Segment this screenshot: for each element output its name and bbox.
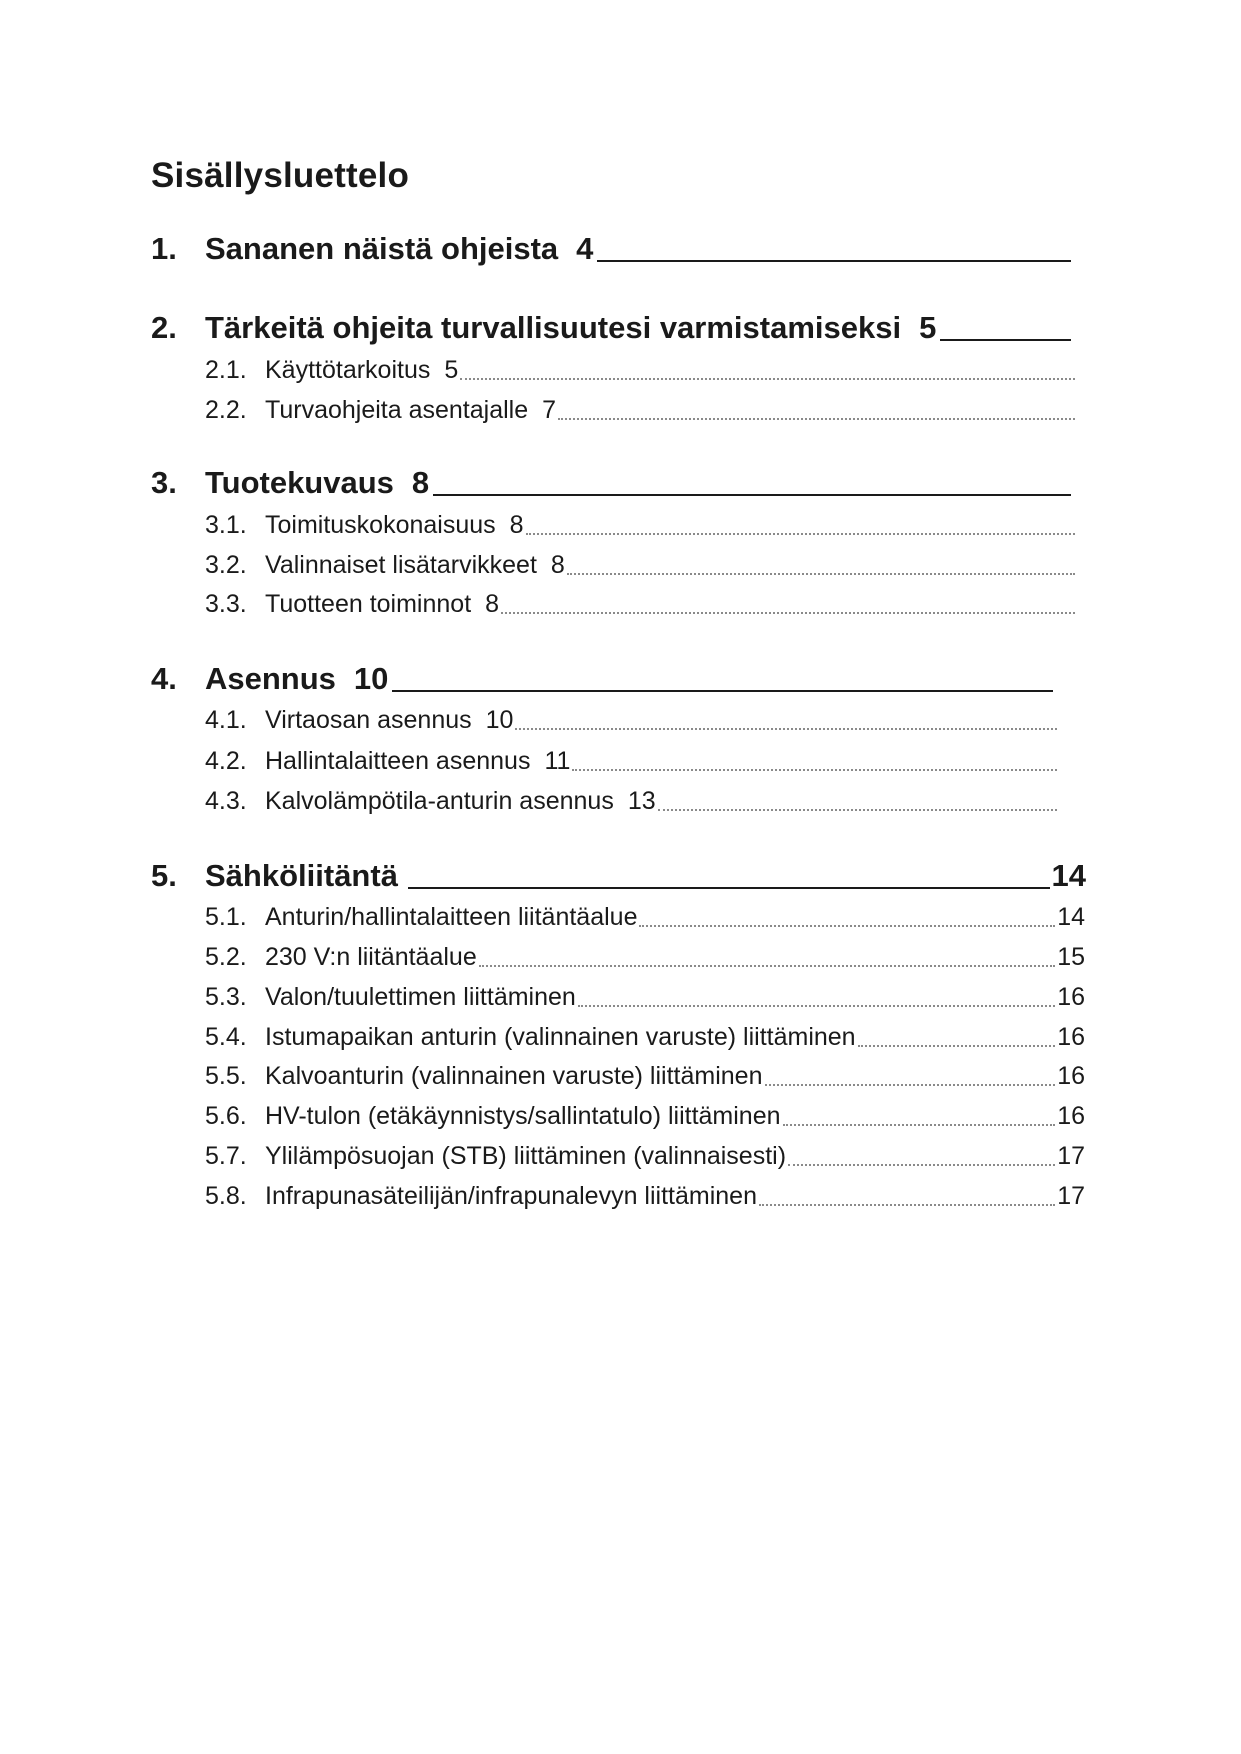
toc-subsection[interactable]	[205, 1064, 1085, 1089]
subsection-title: Ylilämpösuojan (STB) liittäminen (valinnaisesti)	[265, 1142, 787, 1170]
subsection-number: 5.3.	[205, 983, 247, 1011]
subsection-title: Hallintalaitteen asennus	[265, 747, 531, 775]
leader-line	[597, 259, 1071, 262]
subsection-number: 2.2.	[205, 396, 247, 424]
toc-subsection[interactable]	[205, 1184, 1085, 1209]
subsection-number: 4.3.	[205, 787, 247, 815]
section-page: 14	[1051, 858, 1086, 893]
toc-subsection[interactable]	[205, 708, 1057, 733]
subsection-page: 16	[1057, 1062, 1085, 1090]
leader-dots	[567, 572, 1075, 575]
leader-dots	[578, 1004, 1055, 1007]
leader-dots	[759, 1203, 1055, 1206]
subsection-number: 5.8.	[205, 1182, 247, 1210]
section-page: 10	[353, 661, 389, 696]
subsection-title: Valon/tuulettimen liittäminen	[265, 983, 576, 1011]
section-number: 5.	[151, 858, 177, 893]
toc-subsection[interactable]	[205, 945, 1085, 970]
leader-dots	[515, 727, 1057, 730]
subsection-page: 5	[444, 356, 459, 384]
leader-line	[940, 338, 1071, 341]
section-title: Sähköliitäntä	[205, 858, 398, 893]
subsection-page: 8	[509, 511, 524, 539]
leader-dots	[526, 532, 1075, 535]
toc-section[interactable]	[151, 860, 1086, 891]
subsection-title: Infrapunasäteilijän/infrapunalevyn liittäminen	[265, 1182, 757, 1210]
section-number: 4.	[151, 661, 177, 696]
leader-dots	[783, 1123, 1056, 1126]
toc-subsection[interactable]	[205, 513, 1075, 538]
toc-subsection[interactable]	[205, 592, 1075, 617]
subsection-page: 17	[1057, 1182, 1085, 1210]
leader-dots	[572, 768, 1057, 771]
subsection-page: 7	[542, 396, 557, 424]
subsection-page: 16	[1057, 1102, 1085, 1130]
subsection-page: 16	[1057, 1023, 1085, 1051]
subsection-page: 16	[1057, 983, 1085, 1011]
subsection-page: 8	[485, 590, 500, 618]
subsection-number: 4.1.	[205, 706, 247, 734]
subsection-title: Kalvoanturin (valinnainen varuste) liittäminen	[265, 1062, 763, 1090]
leader-line	[408, 886, 1050, 889]
section-number: 1.	[151, 231, 177, 266]
section-title: Sananen näistä ohjeista	[205, 231, 559, 266]
section-title: Tärkeitä ohjeita turvallisuutesi varmistamiseksi	[205, 310, 902, 345]
subsection-title: Toimituskokonaisuus	[265, 511, 496, 539]
toc-section[interactable]	[151, 312, 1071, 343]
leader-dots	[858, 1044, 1056, 1047]
subsection-page: 14	[1057, 903, 1085, 931]
toc-subsection[interactable]	[205, 398, 1075, 423]
section-title: Tuotekuvaus	[205, 465, 394, 500]
subsection-number: 4.2.	[205, 747, 247, 775]
section-page: 4	[576, 231, 594, 266]
toc-subsection[interactable]	[205, 749, 1057, 774]
subsection-title: HV-tulon (etäkäynnistys/sallintatulo) liittäminen	[265, 1102, 781, 1130]
toc-subsection[interactable]	[205, 1025, 1085, 1050]
subsection-number: 3.1.	[205, 511, 247, 539]
subsection-number: 5.4.	[205, 1023, 247, 1051]
toc-subsection[interactable]	[205, 553, 1075, 578]
subsection-number: 3.3.	[205, 590, 247, 618]
subsection-title: Käyttötarkoitus	[265, 356, 431, 384]
subsection-number: 3.2.	[205, 551, 247, 579]
leader-line	[392, 689, 1053, 692]
subsection-number: 5.1.	[205, 903, 247, 931]
toc-subsection[interactable]	[205, 789, 1057, 814]
leader-line	[433, 493, 1071, 496]
leader-dots	[639, 924, 1055, 927]
toc-subsection[interactable]	[205, 985, 1085, 1010]
leader-dots	[558, 417, 1075, 420]
leader-dots	[501, 611, 1075, 614]
subsection-number: 2.1.	[205, 356, 247, 384]
section-number: 3.	[151, 465, 177, 500]
leader-dots	[658, 808, 1057, 811]
leader-dots	[479, 964, 1055, 967]
leader-dots	[460, 377, 1075, 380]
toc-subsection[interactable]	[205, 1144, 1085, 1169]
subsection-number: 5.6.	[205, 1102, 247, 1130]
subsection-title: 230 V:n liitäntäalue	[265, 943, 477, 971]
subsection-number: 5.5.	[205, 1062, 247, 1090]
subsection-page: 17	[1057, 1142, 1085, 1170]
subsection-page: 15	[1057, 943, 1085, 971]
subsection-title: Turvaohjeita asentajalle	[265, 396, 529, 424]
section-page: 5	[919, 310, 937, 345]
subsection-title: Tuotteen toiminnot	[265, 590, 472, 618]
toc-section[interactable]	[151, 467, 1071, 498]
toc-subsection[interactable]	[205, 1104, 1085, 1129]
subsection-title: Istumapaikan anturin (valinnainen varuste) liittäminen	[265, 1023, 856, 1051]
section-number: 2.	[151, 310, 177, 345]
subsection-number: 5.7.	[205, 1142, 247, 1170]
leader-dots	[788, 1163, 1055, 1166]
subsection-title: Virtaosan asennus	[265, 706, 472, 734]
toc-section[interactable]	[151, 663, 1053, 694]
subsection-title: Anturin/hallintalaitteen liitäntäalue	[265, 903, 638, 931]
subsection-page: 13	[627, 787, 656, 815]
section-page: 8	[411, 465, 430, 500]
leader-dots	[765, 1083, 1056, 1086]
toc-subsection[interactable]	[205, 905, 1085, 930]
toc-subsection[interactable]	[205, 358, 1075, 383]
subsection-page: 10	[485, 706, 514, 734]
toc-section[interactable]	[151, 233, 1071, 264]
section-title: Asennus	[205, 661, 336, 696]
subsection-title: Valinnaiset lisätarvikkeet	[265, 551, 537, 579]
subsection-number: 5.2.	[205, 943, 247, 971]
toc-title: Sisällysluettelo	[151, 156, 410, 195]
subsection-page: 11	[544, 747, 571, 775]
subsection-page: 8	[550, 551, 565, 579]
subsection-title: Kalvolämpötila-anturin asennus	[265, 787, 614, 815]
